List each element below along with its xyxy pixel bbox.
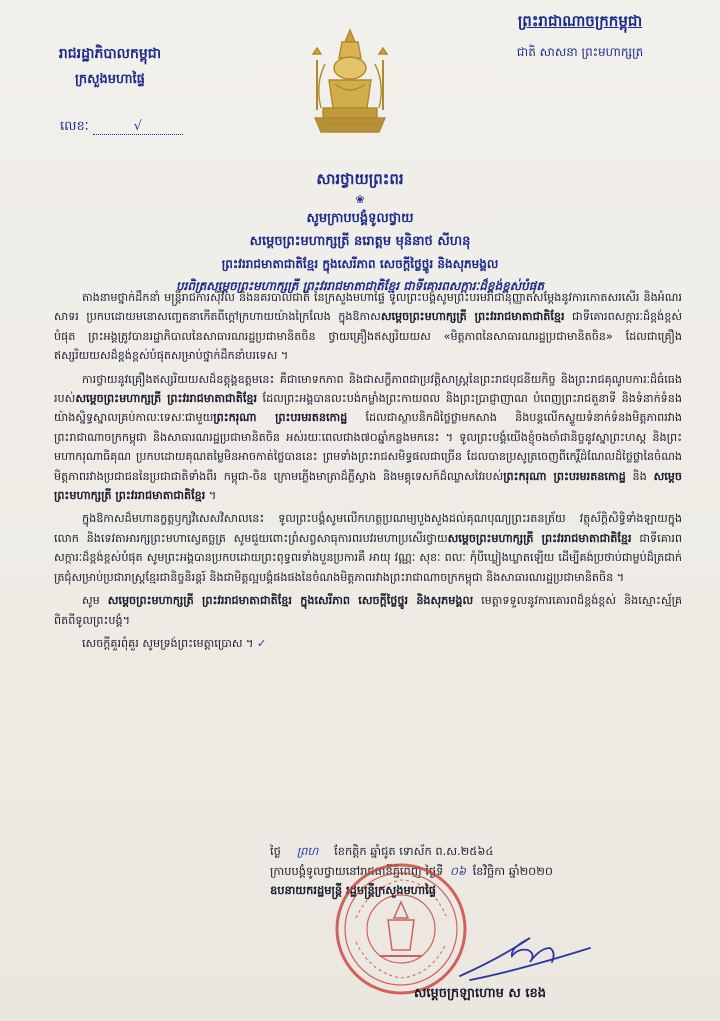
handwritten-signature (440, 918, 600, 988)
day-handwritten: ០៦ (449, 863, 466, 878)
ministry-name: ក្រសួងមហាផ្ទៃ (75, 72, 145, 87)
recipient-name: សម្តេចព្រះមហាក្សត្រី នរោត្តម មុនិនាថ សីហនុ (249, 234, 471, 249)
document-titles (30, 170, 690, 296)
reference-number-value: √ (133, 119, 142, 134)
paragraph-2: ការថ្វាយនូវគ្រឿងឥស្សរិយយសដ៏ឧត្តុង្គឧត្តមនេះ គឺជាមោទកភាព និងជាសក្ខីភាពជាប្រវត្តិសាស្ត្រនៃព្រះរាជបុជនីយកិច្ច និងព្រះរាជគុណូបការៈដ៏ធំធេងរបស់សម្តេចព្រះមហាក្សត្រី ព្រះវររាជមាតាជាតិខ្មែរ ដែលព្រះអង្គបានលះបង់កម្លាំងព្រះកាយពល និងព្រះប្រាជ្ញាញាណ បំពេញព្រះរាជតួនាទី និងទំនាក់ទំនងយ៉ាងស្និទ្ធស្នាលគ្រប់កាលៈទេសៈជាមួយព្រះករុណា ព្រះបរមរតនកោដ្ឋ ដែលជាស្ថាបនិកដ៏ថ្លៃថ្លាមកសាង និងបន្តលើកស្ទួយទំនាក់ទំនងមិត្តភាពរវាងព្រះរាជាណាចក្រកម្ពុជា និងសាធារណរដ្ឋប្រជាមានិតចិន អស់រយៈពេលជាង៧០ឆ្នាំកន្លងមកនេះ ។ ទូលព្រះបង្គំយើងខ្ញុំចងចាំជានិច្ចនូវស្នាព្រះហស្ត និងព្រះមហាករុណាធិគុណ ប្រកបដោយគុណតម្លៃមិនអាចកាត់ថ្លៃបាននេះ ព្រមទាំងព្រះរាជសមិទ្ធផលជាច្រើន ដែលបានប្រសូត្រចេញពីកេរ្តិ៍ដំណែលដ៏ថ្លៃថ្លានៃចំណងមិត្តភាពរវាងប្រជាជននៃប្រជាជាតិទាំងពីរ កម្ពុជា-ចិន ក្រោមភ្លើងមាត្រាដ៏ភ្លឺស្វាង និងមគ្គុទេសក៍ដ៏ឈ្លាសវៃរបស់ព្រះករុណា ព្រះបរមរតនកោដ្ឋ និង សម្តេចព្រះមហាក្សត្រី ព្រះវររាជមាតាជាតិខ្មែរ ។ (54, 372, 682, 503)
address-line: បរពិត្រសម្តេចព្រះមហាក្សត្រី ព្រះវររាជមាតាជាតិខ្មែរ ជាទីគោរពសក្ការៈដ៏ខ្ពង់ខ្ពស់បំផុត (176, 279, 544, 293)
reference-number (60, 118, 183, 137)
place-date-line: ក្រាបបង្គំទូលថ្វាយនៅរាជធានីភ្នំពេញ ថ្ងៃទី ០៦ ខែវិច្ឆិកា ឆ្នាំ២០២០ (270, 862, 690, 882)
national-motto: ជាតិ សាសនា ព្រះមហាក្សត្រ (516, 45, 644, 59)
signer-name: សម្តេចក្រឡាហោម ស ខេង (414, 986, 546, 1001)
closing-mark: ✓ (257, 636, 267, 650)
royal-emblem (295, 24, 405, 144)
recipient-title: ព្រះវររាជមាតាជាតិខ្មែរ ក្នុងសេរីភាព សេចក្តីថ្លៃថ្នូរ និងសុភមង្គល (221, 257, 499, 271)
signer-role: ឧបនាយករដ្ឋមន្ត្រី រដ្ឋមន្ត្រីក្រសួងមហាផ្ទៃ (270, 883, 436, 897)
lunar-day-handwritten: ព្រហ (296, 844, 319, 858)
paragraph-3: ក្នុងឱកាសដ៏មហានក្ខត្តឫក្សវិសេសវិសាលនេះ ទូលព្រះបង្គំសូមលើកហត្ថប្រណម្យបួងសួងដល់គុណបុណ្យព្រះរតនត្រ័យ វត្ថុស័ក្តិសិទ្ធិទាំងឡាយក្នុងលោក និងទេវតាអារក្សព្រះមហាស្វេតច្ឆត្រ សូមជួយពោះព្រំសព្វសាធុការពរបវរមហាប្រសើរថ្វាយសម្តេចព្រះមហាក្សត្រី ព្រះវររាជមាតាជាតិខ្មែរ ជាទីគោរពសក្ការៈដ៏ខ្ពង់ខ្ពស់បំផុត សូមព្រះអង្គបានប្រកបដោយព្រះពុទ្ធពរទាំងបួនប្រការគឺ អាយុ វណ្ណៈ សុខៈ ពលៈ កុំបីឃ្លៀងឃ្លាតឡើយ ដើម្បីគង់ប្រថាប់ជាម្លប់ដ៏ត្រជាក់ត្រជុំសម្រាប់ប្រជារាស្ត្រខ្មែរជានិច្ចនិរន្តរ៍ និងជាមិត្តល្អបង្គំផងផងនៃចំណងមិត្តភាពរវាងព្រះរាជាណាចក្រកម្ពុជា និងសាធារណរដ្ឋប្រជាមានិតចិន ។ (54, 512, 682, 584)
kingdom-header (470, 12, 690, 62)
paragraph-4: សូម សម្តេចព្រះមហាក្សត្រី ព្រះវររាជមាតាជាតិខ្មែរ ក្នុងសេរីភាព សេចក្តីថ្លៃថ្នូរ និងសុភមង្គល មេត្តាទទួលនូវការគោរពដ៏ខ្ពង់ខ្ពស់ និងស្មោះស្ម័គ្រពិតពីទូលព្រះបង្គំ។ (54, 594, 683, 627)
government-name: រាជរដ្ឋាភិបាលកម្ពុជា (58, 46, 162, 62)
salutation: សូមក្រាបបង្គំទូលថ្វាយ (306, 211, 414, 226)
document-title: សារថ្វាយព្រះពរ (316, 170, 404, 188)
lunar-date-line: ថ្ងៃ ព្រហ ខែកត្តិក ឆ្នាំជូត ទោស័ក ព.ស.២៥៦៤ (270, 842, 690, 862)
kingdom-name: ព្រះរាជាណាចក្រកម្ពុជា (517, 12, 643, 30)
letter-body (54, 288, 682, 657)
paragraph-5: សេចក្តីគួរពុំគួរ សូមទ្រង់ព្រះមេត្តាប្រោស ។ ✓ (82, 636, 267, 650)
ministry-header (40, 44, 180, 90)
paragraph-1: តាងនាមថ្នាក់ដឹកនាំ មន្ត្រីរាជការស៊ីវិល និងនគរបាលជាតិ នៃក្រសួងមហាផ្ទៃ ទូលព្រះបង្គំសូមព្រះបរមរាជានុញ្ញាតសម្តែងនូវការកោតសរសើរ និងអំណរសាទរ ប្រកបដោយមនោសញ្ចេតនាកើតពីក្តៅក្រហាយយ៉ាងក្រៃលែង ក្នុងឱកាសសម្តេចព្រះមហាក្សត្រី ព្រះវររាជមាតាជាតិខ្មែរ ជាទីគោរពសក្ការៈដ៏ខ្ពង់ខ្ពស់បំផុត ព្រះអង្គត្រូវបានរដ្ឋាភិបាលនៃសាធារណរដ្ឋប្រជាមានិតចិន ថ្វាយគ្រឿងឥស្សរិយយស «មិត្តភាពនៃសាធារណរដ្ឋប្រជាមានិតចិន» ដែលជាគ្រឿងឥស្សរិយយសដ៏ខ្ពង់ខ្ពស់បំផុតសម្រាប់ថ្នាក់ដឹកនាំបរទេស ។ (54, 291, 682, 363)
ornament-icon: ❀ (355, 193, 365, 206)
reference-number-label: លេខៈ (60, 119, 89, 134)
